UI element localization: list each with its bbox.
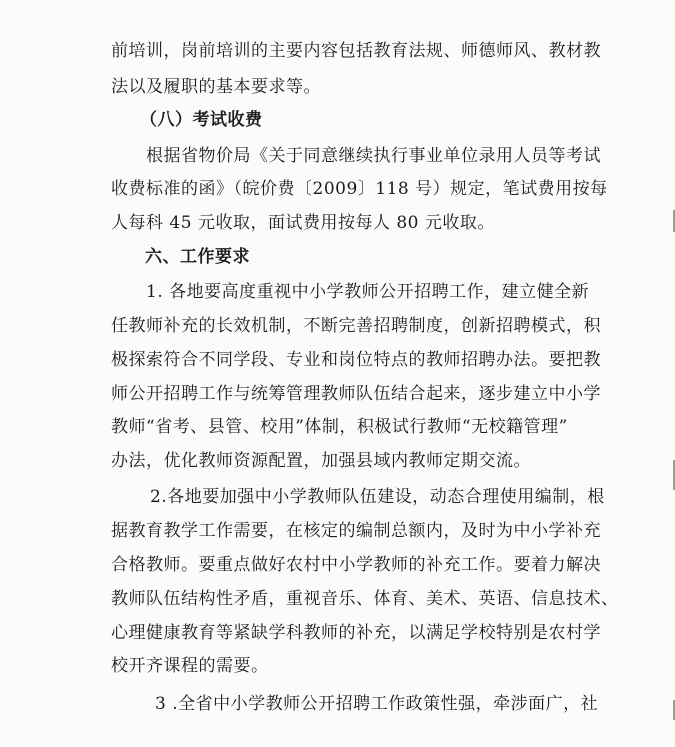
paragraph-line: 1. 各地要高度重视中小学教师公开招聘工作，建立健全新 xyxy=(146,282,590,302)
section-heading-exam-fees: （八）考试收费 xyxy=(140,110,263,130)
paragraph-line: 合格教师。要重点做好农村中小学教师的补充工作。要着力解决 xyxy=(111,555,601,575)
paragraph-line: 2.各地要加强中小学教师队伍建设，动态合理使用编制，根 xyxy=(150,487,605,507)
paragraph-line: 根据省物价局《关于同意继续执行事业单位录用人员等考试 xyxy=(146,146,601,166)
paragraph-line: 教师队伍结构性矛盾，重视音乐、体育、美术、英语、信息技术、 xyxy=(111,589,619,609)
paragraph-line: 教师“省考、县管、校用”体制，积极试行教师“无校籍管理” xyxy=(111,417,568,437)
paragraph-line: 任教师补充的长效机制，不断完善招聘制度，创新招聘模式，积 xyxy=(111,316,601,336)
paragraph-line: 据教育教学工作需要，在核定的编制总额内，及时为中小学补充 xyxy=(111,521,601,541)
paragraph-line: 收费标准的函》（皖价费〔2009〕118 号）规定，笔试费用按每 xyxy=(111,179,608,199)
paragraph-line: 心理健康教育等紧缺学科教师的补充，以满足学校特别是农村学 xyxy=(111,623,601,643)
paragraph-line: 办法，优化教师资源配置，加强县域内教师定期交流。 xyxy=(111,451,531,471)
paragraph-line: 极探索符合不同学段、专业和岗位特点的教师招聘办法。要把教 xyxy=(111,350,601,370)
paragraph-line: 人每科 45 元收取，面试费用按每人 80 元收取。 xyxy=(111,213,495,233)
paragraph-line: 校开齐课程的需要。 xyxy=(111,656,269,676)
paragraph-line: 法以及履职的基本要求等。 xyxy=(111,77,321,97)
paragraph-line: 3 .全省中小学教师公开招聘工作政策性强，牵涉面广，社 xyxy=(155,694,599,714)
section-heading-work-requirements: 六、工作要求 xyxy=(145,247,250,267)
paragraph-line: 师公开招聘工作与统筹管理教师队伍结合起来，逐步建立中小学 xyxy=(111,384,601,404)
paragraph-line: 前培训，岗前培训的主要内容包括教育法规、师德师风、教材教 xyxy=(111,41,601,61)
